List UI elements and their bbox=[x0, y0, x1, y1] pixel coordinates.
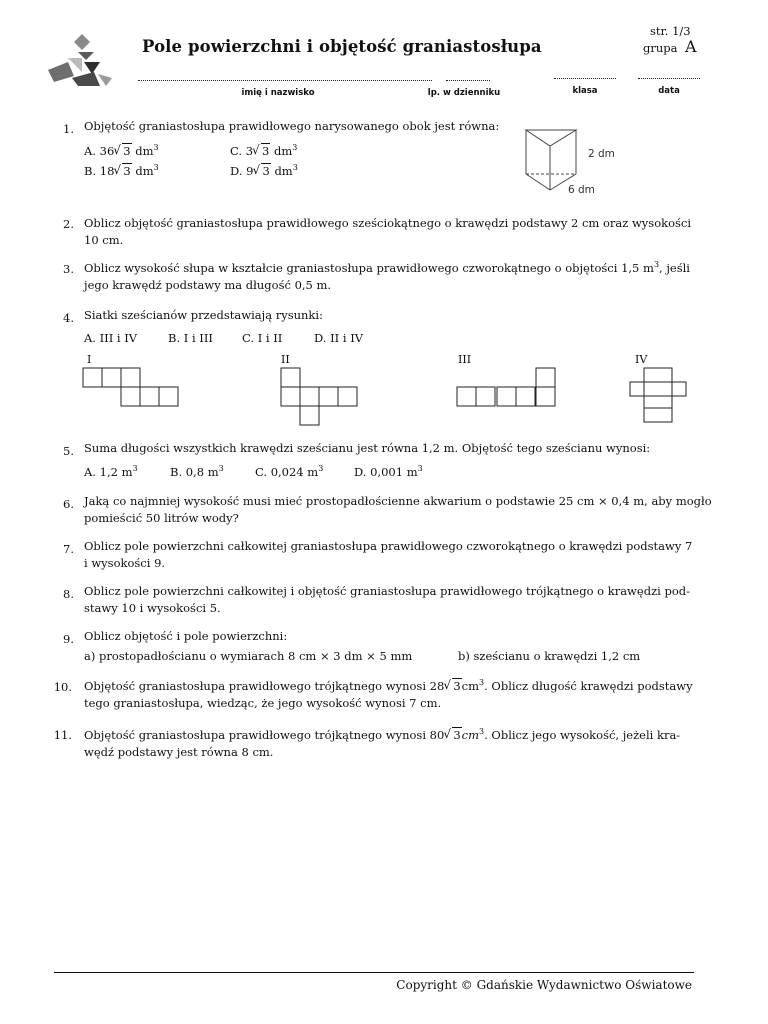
option-text: 0,8 m bbox=[185, 465, 219, 479]
question-text-line: i wysokości 9. bbox=[84, 556, 166, 570]
question-text-line: wędź podstawy jest równa 8 cm. bbox=[84, 745, 274, 759]
net-label-ii: II bbox=[281, 353, 290, 366]
option-unit: dm bbox=[135, 164, 154, 178]
option-exponent: 3 bbox=[318, 464, 324, 474]
option-exponent: 3 bbox=[218, 464, 224, 474]
question-text-line: stawy 10 i wysokości 5. bbox=[84, 601, 221, 615]
sqrt-symbol bbox=[444, 727, 461, 744]
question-text-line: Oblicz pole powierzchni całkowitej i objętość graniastosłupa prawidłowego trójkątnego o krawędzi pod- bbox=[84, 584, 690, 598]
option-coefficient: 18 bbox=[99, 164, 115, 178]
copyright-notice: Copyright © Gdańskie Wydawnictwo Oświatowe bbox=[396, 978, 692, 992]
text-part: Objętość graniastosłupa prawidłowego trójkątnego wynosi 28 bbox=[84, 679, 445, 693]
option-letter: A. bbox=[84, 465, 96, 479]
option-letter: A. bbox=[84, 331, 96, 345]
answer-option[interactable] bbox=[314, 331, 363, 345]
question-text-line bbox=[84, 727, 680, 744]
option-unit: dm bbox=[274, 164, 293, 178]
radicand: 3 bbox=[262, 144, 270, 158]
exponent: 3 bbox=[653, 260, 660, 270]
question-number: 10. bbox=[53, 680, 72, 694]
net-label-iv: IV bbox=[635, 353, 648, 366]
question-text-line: 10 cm. bbox=[84, 233, 124, 247]
option-coefficient: 36 bbox=[99, 144, 115, 158]
prism-edge-label: 6 dm bbox=[568, 184, 595, 196]
answer-option[interactable] bbox=[242, 331, 282, 345]
date-field-line[interactable] bbox=[638, 78, 700, 79]
text-part: . Oblicz jego wysokość, jeżeli kra- bbox=[484, 728, 681, 742]
option-letter: B. bbox=[84, 164, 97, 178]
text-part: , jeśli bbox=[659, 261, 690, 275]
answer-option[interactable] bbox=[230, 164, 298, 178]
option-letter: B. bbox=[168, 331, 181, 345]
option-unit: dm bbox=[274, 144, 293, 158]
option-exponent: 3 bbox=[292, 143, 298, 153]
radicand: 3 bbox=[123, 144, 131, 158]
sqrt-symbol bbox=[253, 144, 270, 158]
option-text: 0,001 m bbox=[370, 465, 418, 479]
option-text: 0,024 m bbox=[270, 465, 319, 479]
option-text: I i II bbox=[257, 331, 283, 345]
cube-net-ii bbox=[280, 366, 362, 426]
option-text: II i IV bbox=[330, 331, 364, 345]
text-part: . Oblicz długość krawędzi podstawy bbox=[484, 679, 693, 693]
question-number: 7. bbox=[63, 542, 74, 556]
answer-option[interactable] bbox=[84, 465, 138, 479]
name-field-line[interactable] bbox=[138, 80, 432, 81]
option-exponent: 3 bbox=[132, 464, 138, 474]
question-text-line bbox=[84, 678, 693, 695]
question-text-line: Oblicz pole powierzchni całkowitej graniastosłupa prawidłowego czworokątnego o krawędzi podstawy 7 bbox=[84, 539, 693, 553]
question-text-line bbox=[84, 260, 690, 277]
radicand: 3 bbox=[453, 679, 461, 693]
option-text: III i IV bbox=[99, 331, 138, 345]
radicand: 3 bbox=[123, 164, 131, 178]
option-coefficient: 3 bbox=[245, 144, 254, 158]
question-number: 6. bbox=[63, 497, 74, 511]
question-number: 11. bbox=[53, 728, 72, 742]
class-field-line[interactable] bbox=[554, 78, 616, 79]
question-number: 2. bbox=[63, 217, 74, 231]
option-unit: dm bbox=[135, 144, 154, 158]
question-text-line: pomieścić 50 litrów wody? bbox=[84, 511, 239, 525]
net-label-i: I bbox=[87, 353, 92, 366]
prism-height-label: 2 dm bbox=[588, 148, 615, 160]
publisher-logo bbox=[48, 32, 114, 88]
net-label-iii: III bbox=[458, 353, 472, 366]
unit: cm bbox=[461, 679, 479, 693]
answer-option[interactable] bbox=[84, 331, 137, 345]
answer-option[interactable] bbox=[84, 164, 159, 178]
question-text-line: jego krawędź podstawy ma długość 0,5 m. bbox=[84, 278, 332, 292]
question-text-line: Oblicz objętość graniastosłupa prawidłowego sześciokątnego o krawędzi podstawy 2 cm oraz wysokości bbox=[84, 216, 692, 230]
text-part: Objętość graniastosłupa prawidłowego trójkątnego wynosi 80 bbox=[84, 728, 445, 742]
class-field-caption: klasa bbox=[572, 86, 598, 96]
option-exponent: 3 bbox=[153, 163, 159, 173]
option-exponent: 3 bbox=[417, 464, 423, 474]
option-text: I i III bbox=[183, 331, 213, 345]
option-exponent: 3 bbox=[153, 143, 159, 153]
question-number: 4. bbox=[63, 311, 74, 325]
group-label: grupa bbox=[643, 41, 678, 55]
sub-question-a: a) prostopadłościanu o wymiarach 8 cm × 3 dm × 5 mm bbox=[84, 649, 413, 663]
sqrt-symbol bbox=[444, 678, 461, 695]
option-letter: A. bbox=[84, 144, 96, 158]
option-letter: D. bbox=[354, 465, 367, 479]
name-field-caption: imię i nazwisko bbox=[241, 88, 315, 98]
answer-option[interactable] bbox=[170, 465, 224, 479]
question-text: Oblicz objętość i pole powierzchni: bbox=[84, 629, 288, 643]
option-letter: C. bbox=[255, 465, 268, 479]
answer-option[interactable] bbox=[354, 465, 423, 479]
page-number: str. 1/3 bbox=[650, 24, 691, 38]
sqrt-symbol bbox=[253, 164, 270, 178]
option-letter: C. bbox=[230, 144, 243, 158]
exponent: 3 bbox=[479, 678, 485, 688]
sub-question-b: b) sześcianu o krawędzi 1,2 cm bbox=[458, 649, 641, 663]
exponent: 3 bbox=[479, 727, 485, 737]
register-number-field-caption: lp. w dzienniku bbox=[427, 88, 501, 98]
question-number: 1. bbox=[63, 122, 74, 136]
question-number: 8. bbox=[63, 587, 74, 601]
option-coefficient: 9 bbox=[246, 164, 254, 178]
sqrt-symbol bbox=[114, 164, 131, 178]
question-text: Suma długości wszystkich krawędzi sześcianu jest równa 1,2 m. Objętość tego sześcianu wynosi: bbox=[84, 441, 651, 455]
option-exponent: 3 bbox=[292, 163, 298, 173]
answer-option[interactable] bbox=[230, 144, 297, 158]
group-letter: A bbox=[685, 37, 697, 56]
question-text: Siatki sześcianów przedstawiają rysunki: bbox=[84, 308, 323, 322]
page-title: Pole powierzchni i objętość graniastosłupa bbox=[142, 37, 542, 56]
sqrt-symbol bbox=[114, 144, 131, 158]
option-letter: D. bbox=[314, 331, 327, 345]
option-letter: C. bbox=[242, 331, 255, 345]
answer-option[interactable] bbox=[168, 331, 213, 345]
question-text: Objętość graniastosłupa prawidłowego narysowanego obok jest równa: bbox=[84, 119, 500, 133]
text-part: Oblicz wysokość słupa w kształcie graniastosłupa prawidłowego czworokątnego o objętości 1,5 m bbox=[84, 261, 654, 275]
cube-net-iv bbox=[628, 366, 690, 426]
question-text-line: tego graniastosłupa, wiedząc, że jego wysokość wynosi 7 cm. bbox=[84, 696, 442, 710]
footer-divider bbox=[54, 972, 694, 973]
date-field-caption: data bbox=[658, 86, 680, 96]
answer-option[interactable] bbox=[255, 465, 323, 479]
register-number-field-line[interactable] bbox=[446, 80, 490, 81]
cube-net-i bbox=[82, 366, 184, 408]
option-letter: D. bbox=[230, 164, 243, 178]
radicand: 3 bbox=[453, 728, 461, 742]
option-letter: B. bbox=[170, 465, 183, 479]
answer-option[interactable] bbox=[84, 144, 159, 158]
question-text-line: Jaką co najmniej wysokość musi mieć prostopadłościenne akwarium o podstawie 25 cm × 0,4 m, aby mogło bbox=[84, 494, 712, 508]
cube-net-iii bbox=[456, 366, 556, 408]
unit: cm bbox=[461, 728, 479, 742]
radicand: 3 bbox=[262, 164, 270, 178]
option-text: 1,2 m bbox=[99, 465, 133, 479]
question-number: 5. bbox=[63, 444, 74, 458]
question-number: 3. bbox=[63, 262, 74, 276]
question-number: 9. bbox=[63, 632, 74, 646]
